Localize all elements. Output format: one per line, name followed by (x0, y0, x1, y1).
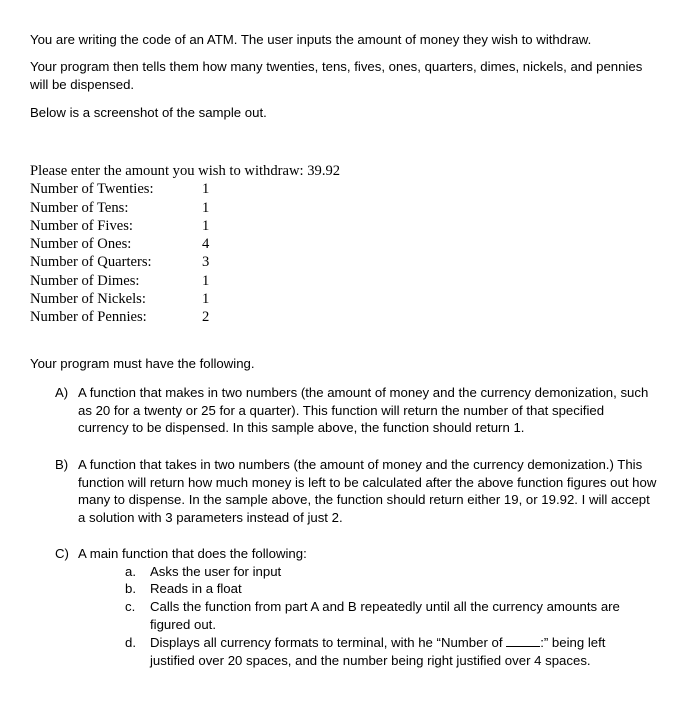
sample-row-value: 1 (202, 291, 210, 308)
sub-item-text: Reads in a float (150, 581, 242, 596)
requirement-text: A function that makes in two numbers (the amount of money and the currency demonization, such as 20 for a twenty or 25 for a quarter). This function will return the number of that specified currency to be dispensed. In this sample above, the function should return 1. (78, 385, 649, 435)
sub-item-text-after: :” being left justified over 20 spaces, and the number being right justified over 4 spaces. (150, 635, 606, 668)
fill-in-blank (506, 634, 540, 647)
requirements-heading: Your program must have the following. (30, 356, 255, 371)
intro-paragraph-3: Below is a screenshot of the sample out. (30, 105, 267, 120)
sub-item-letter: b. (125, 581, 136, 596)
requirement-letter: A) (55, 385, 69, 400)
sub-item-letter: d. (125, 635, 136, 650)
sample-row-value: 1 (202, 181, 210, 198)
sub-item-letter: c. (125, 599, 136, 614)
sample-row-label: Number of Ones: (30, 236, 132, 253)
sample-row-label: Number of Fives: (30, 217, 133, 234)
requirement-letter: C) (55, 546, 69, 561)
sample-row-label: Number of Pennies: (30, 309, 147, 326)
sample-row-label: Number of Quarters: (30, 254, 152, 271)
sample-row-value: 4 (202, 236, 210, 253)
sample-row-value: 1 (202, 272, 210, 289)
sample-row-label: Number of Tens: (30, 199, 129, 216)
sample-row-label: Number of Twenties: (30, 181, 154, 198)
sample-row-value: 1 (202, 199, 210, 216)
sample-row-value: 3 (202, 254, 210, 271)
sub-item-text (150, 634, 650, 669)
requirement-letter: B) (55, 457, 69, 472)
sample-prompt-text: Please enter the amount you wish to withdraw: 39.92 (30, 163, 341, 179)
sample-row-label: Number of Dimes: (30, 272, 140, 289)
requirement-text: A function that takes in two numbers (the amount of money and the currency demonization.) This function will return how much money is left to be calculated after the above function figures out how many to dispense. In the sample above, the function should return either 19, or 19.92. I will accept a solution with 3 parameters instead of just 2. (78, 457, 657, 525)
sample-row-value: 2 (202, 309, 210, 326)
sub-item-text-before: Displays all currency formats to terminal, with he “Number of (150, 635, 507, 650)
requirement-text: A main function that does the following: (78, 546, 307, 561)
sample-row-value: 1 (202, 217, 210, 234)
intro-paragraph-1: You are writing the code of an ATM. The user inputs the amount of money they wish to withdraw. (30, 32, 592, 47)
sub-item-text: Asks the user for input (150, 564, 282, 579)
sub-item-letter: a. (125, 564, 136, 579)
intro-paragraph-2: Your program then tells them how many twenties, tens, fives, ones, quarters, dimes, nickels, and pennies will be dispensed. (30, 59, 643, 92)
sample-row-label: Number of Nickels: (30, 291, 146, 308)
sub-item-text: Calls the function from part A and B repeatedly until all the currency amounts are figured out. (150, 599, 620, 632)
